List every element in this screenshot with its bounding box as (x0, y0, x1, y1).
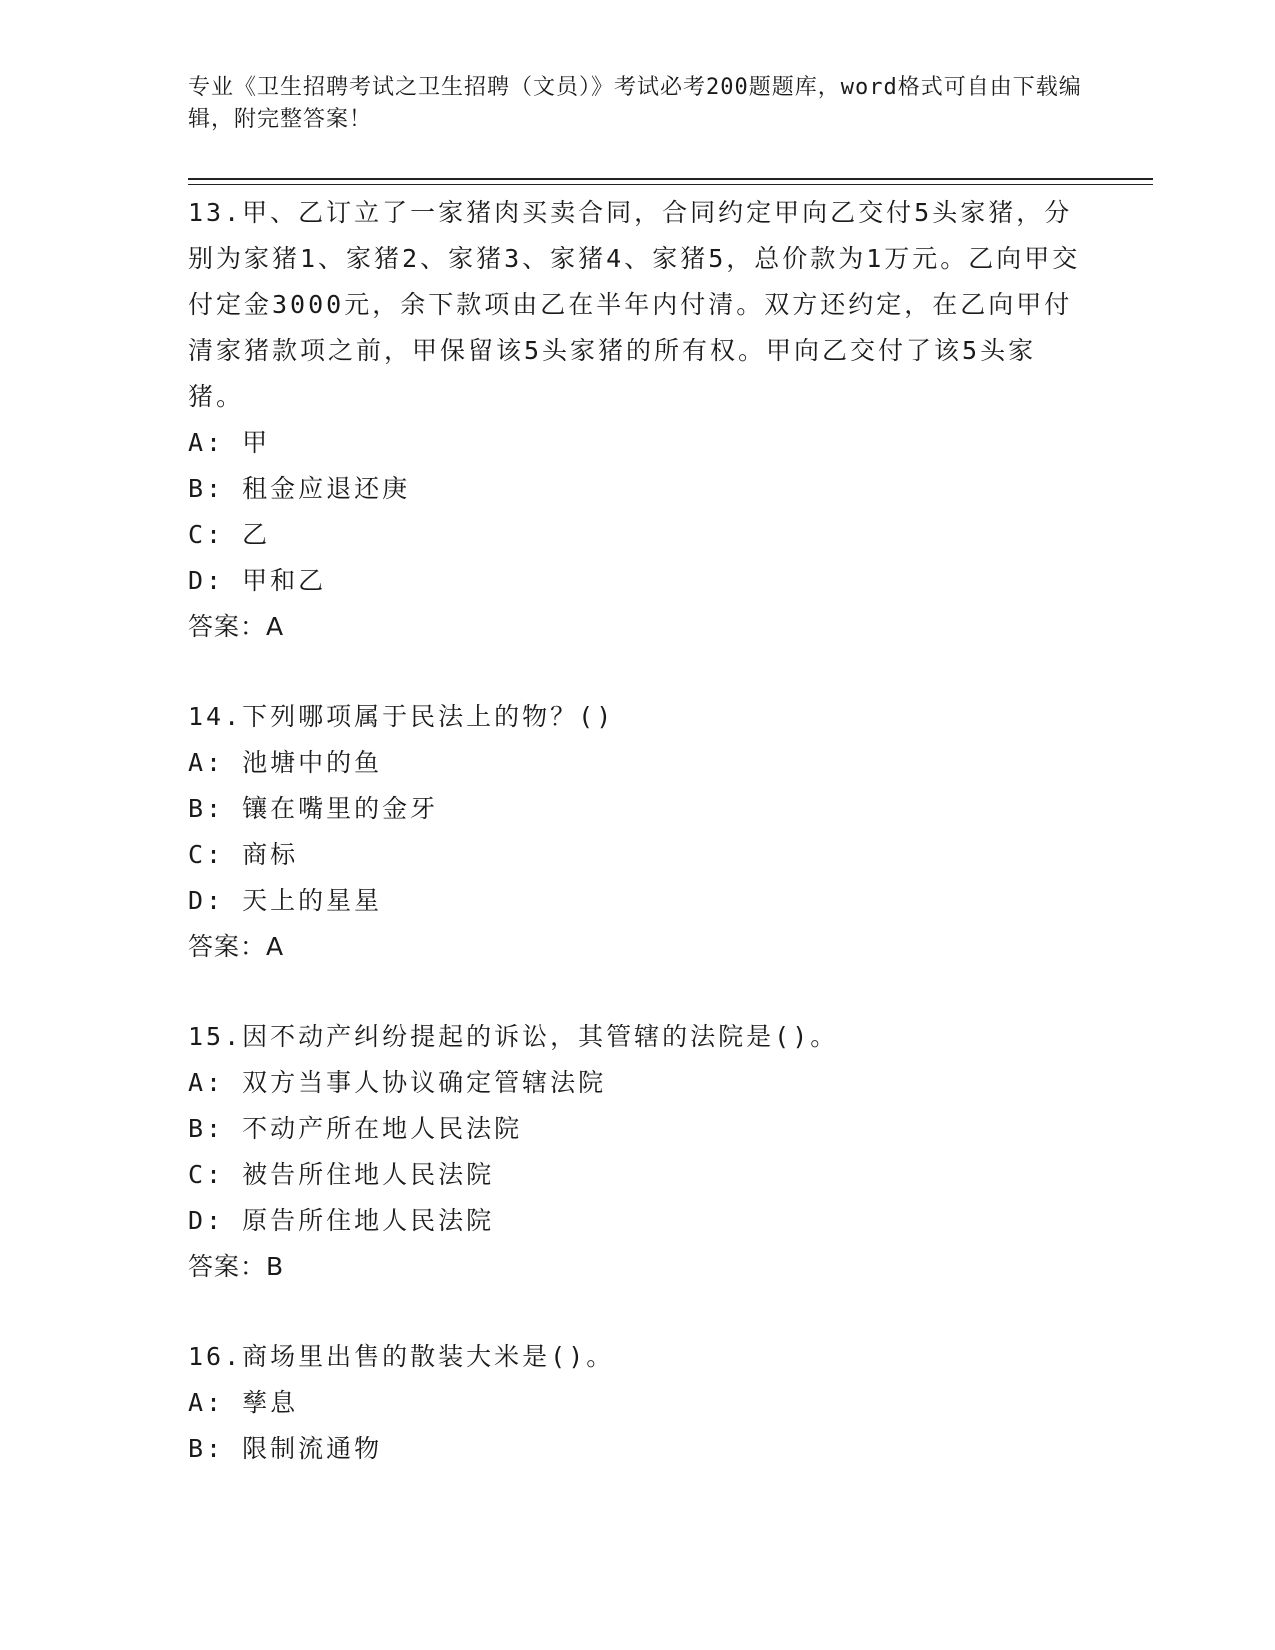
question-text: 13.甲、乙订立了一家猪肉买卖合同，合同约定甲向乙交付5头家猪，分别为家猪1、家猪2、家猪3、家猪4、家猪5，总价款为1万元。乙向甲交付定金3000元，余下款项由乙在半年内付清。双方还约定，在乙向甲付清家猪款项之前，甲保留该5头家猪的所有权。甲向乙交付了该5头家猪。 (188, 198, 1081, 411)
option-a: A: 孳息 (188, 1388, 299, 1417)
option-d: D: 原告所住地人民法院 (188, 1206, 495, 1235)
option-b: B: 租金应退还庚 (188, 474, 411, 503)
question-14 (188, 694, 1088, 970)
question-15 (188, 1014, 1088, 1290)
document-header (188, 72, 1088, 136)
option-b: B: 限制流通物 (188, 1434, 383, 1463)
option-c: C: 商标 (188, 840, 299, 869)
option-d: D: 甲和乙 (188, 566, 327, 595)
option-a: A: 甲 (188, 428, 271, 457)
option-d: D: 天上的星星 (188, 886, 383, 915)
option-c: C: 乙 (188, 520, 271, 549)
header-divider-thin (188, 184, 1153, 185)
document-title: 专业《卫生招聘考试之卫生招聘（文员）》考试必考200题题库，word格式可自由下载编辑，附完整答案！ (188, 75, 1082, 132)
answer: 答案：A (188, 612, 285, 641)
answer: 答案：B (188, 1252, 285, 1281)
question-text: 14.下列哪项属于民法上的物？() (188, 702, 615, 731)
answer: 答案：A (188, 932, 285, 961)
question-list (188, 190, 1088, 1516)
option-a: A: 池塘中的鱼 (188, 748, 383, 777)
option-b: B: 镶在嘴里的金牙 (188, 794, 439, 823)
question-text: 16.商场里出售的散装大米是()。 (188, 1342, 615, 1371)
option-a: A: 双方当事人协议确定管辖法院 (188, 1068, 607, 1097)
question-text: 15.因不动产纠纷提起的诉讼，其管辖的法院是()。 (188, 1022, 839, 1051)
question-16 (188, 1334, 1088, 1472)
header-divider-thick (188, 178, 1153, 180)
question-13 (188, 190, 1088, 650)
option-c: C: 被告所住地人民法院 (188, 1160, 495, 1189)
option-b: B: 不动产所在地人民法院 (188, 1114, 523, 1143)
